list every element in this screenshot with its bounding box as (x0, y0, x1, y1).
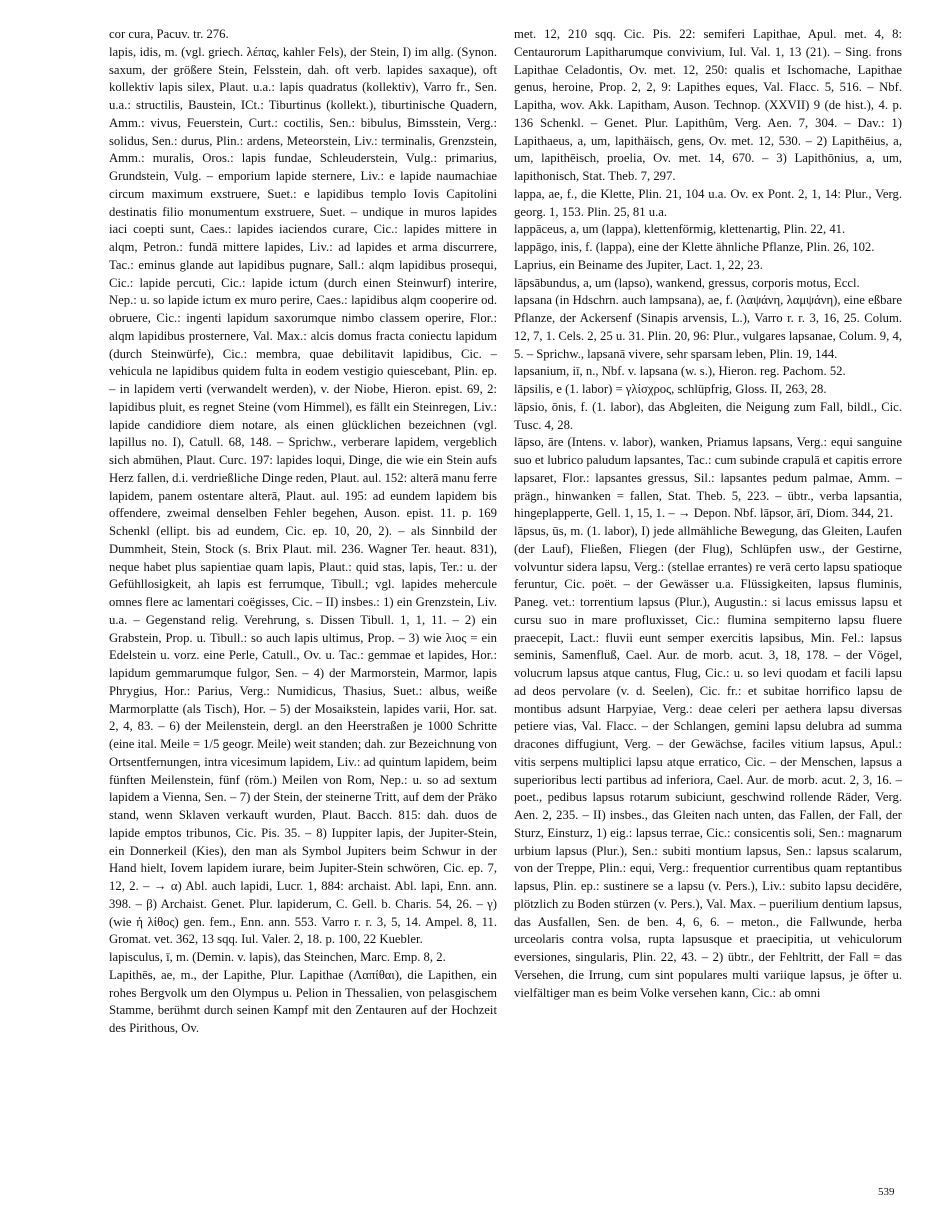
left-column (109, 26, 497, 1038)
entry-lappago: lappāgo, inis, f. (lappa), eine der Klette ähnliche Pflanze, Plin. 26, 102. (514, 240, 875, 254)
entry-lapsio: lāpsio, ōnis, f. (1. labor), das Abgleiten, die Neigung zum Fall, bildl., Cic. Tusc. 4, 28. (514, 399, 902, 432)
entry-laprius: Laprius, ein Beiname des Jupiter, Lact. 1, 22, 23. (514, 257, 763, 272)
entry-lapsanium: lapsanium, iī, n., Nbf. v. lapsana (w. s.), Hieron. reg. Pachom. 52. (514, 364, 846, 379)
entry-lapsilis: lāpsilis, e (1. labor) = γλίσχρος, schlüpfrig, Gloss. II, 263, 28. (514, 382, 827, 396)
entry-lapso: lāpso, āre (Intens. v. labor), wanken, Priamus lapsans, Verg.: equi sanguine suo et lubrico paludum lapsantes, Tac.: cum subinde crapulā et capitis errore lapsaret, Flor.: lapsantes gressus, Sil.: lapsantes pedum palmae, Amm. – prägn., hinwanken = fallen, Stat. Theb. 5, 223. – übtr., verba lapsantia, hingeplapperte, Gell. 1, 15, 1. – → Depon. Nbf. lāpsor, ārī, Diom. 344, 21. (514, 435, 902, 521)
entry-lapisculus: lapisculus, ī, m. (Demin. v. lapis), das Steinchen, Marc. Emp. 8, 2. (109, 950, 446, 964)
page-number: 539 (878, 1186, 895, 1198)
entry-lapithes-cont: met. 12, 210 sqq. Cic. Pis. 22: semiferi Lapithae, Apul. met. 4, 8: Centaurorum Lapitharumque convivium, Iul. Val. 1, 13 (21). – Sing. frons Lapithae Celadontis, Ov. met. 12, 250: qualis et Ischomache, Lapithae genus, heroine, Prop. 2, 2, 9: Lapithes eques, Val. Flacc. 5, 516. – Nbf. Lapitha, wov. Akk. Lapitham, Auson. Technop. (XXVII) 9 (de hist.), 4. p. 136 Schenkl. – Genet. Plur. Lapithûm, Verg. Aen. 7, 304. – Dav.: 1) Lapithaeus, a, um, lapithäisch, gens, Ov. met. 12, 530. – 2) Lapithēius, a, um, lapithēisch, proelia, Ov. met. 14, 670. – 3) Lapithōnius, a, um, lapithonisch, Stat. Theb. 7, 297. (514, 27, 902, 183)
entry-lapsana: lapsana (in Hdschrn. auch lampsana), ae, f. (λαψάνη, λαμψάνη), eine eßbare Pflanze, der Ackersenf (Sinapis arvensis, L.), Varro r. r. 3, 16, 25. Colum. 12, 7, 1. Cels. 2, 25 u. 31. Plin. 20, 96: Plur., vulgares lapsanae, Colum. 9, 4, 5. – Sprichw., lapsanā vivere, sehr sparsam leben, Plin. 19, 144. (514, 293, 903, 361)
text-line: cor cura, Pacuv. tr. 276. (109, 27, 229, 41)
entry-lapithes: Lapithēs, ae, m., der Lapithe, Plur. Lapithae (Λαπίθαι), die Lapithen, ein rohes Bergvolk um den Olympus u. Pelion in Thessalien, von pelasgischem Stamme, berühmt durch seinen Kampf mit den Zentauren auf der Hochzeit des Pirithous, Ov. (109, 967, 497, 1035)
entry-lapsabundus: lāpsābundus, a, um (lapso), wankend, gressus, corporis motus, Eccl. (514, 275, 860, 290)
entry-lappa: lappa, ae, f., die Klette, Plin. 21, 104 u.a. Ov. ex Pont. 2, 1, 14: Plur., Verg. georg. 1, 153. Plin. 25, 81 u.a. (514, 186, 902, 219)
entry-lapis: lapis, idis, m. (vgl. griech. λέπας, kahler Fels), der Stein, I) im allg. (Synon. saxum, der größere Stein, Felsstein, dah. oft verb. lapides saxaque), oft kollektiv lapis silex, Plaut. u.a.: lapis quadratus (kollektiv), Varro fr., Sen. u.a.: structilis, Baustein, ICt.: Tiburtinus (kollekt.), tiburtinische Quadern, Amm.: vivus, Feuerstein, Curt.: coctilis, Sen.: bibulus, Bimsstein, Verg.: solidus, Sen.: durus, Plin.: ardens, Meteorstein, Liv.: terminalis, Grenzstein, Amm.: muralis, Oros.: lapis fundae, Schleuderstein, Vulg.: primarius, Grundstein, Vulg. – emporium lapide sternere, Liv.: e lapide naumachiae circum maximum exstruere, Suet.: e lapidibus templo Iovis Capitolini destinatis filio monumentum exstruere, Suet. – undique in muros lapides iaci coepti sunt, Caes.: lapides iaciendos curare, Cic.: lapides mittere in alqm, Petron.: fundā mittere lapides, Liv.: ad lapides et arma discurrere, Tac.: eminus glande aut lapidibus pugnare, Sall.: alqm lapidibus prosequi, Cic.: lapide percuti, Cic.: lapide ictum (durch einen Steinwurf) interire, Nep.: u. so lapide ictum ex muro perire, Caes.: lapidibus alqm cooperire od. obruere, Cic.: ingenti lapidum saxorumque nimbo classem operire, Flor.: alqm lapidibus prosternere, Val. Max.: alcis domus fracta coniectu lapidum (durch Steinwürfe), Cic.: membra, quae debilitavit lapidibus, Cic. – vehicula ne lapidibus quidem fulta in eodem vestigio quiescebant, Plin. ep. – in lapidem verti (verwandelt werden), v. der Niobe, Hieron. epist. 69, 2: lapidibus pluit, es regnet Steine (vom Himmel), es fällt ein Steinregen, Liv.: lapide candidiore diem notare, als einen glücklichen bezeichnen (vgl. lapillus no. I), Catull. 68, 148. – Sprichw., verberare lapidem, vergeblich sich abmühen, Plaut. Curc. 197: lapides loqui, Dinge, die wie ein Stein aufs Herz fallen, d.i. verdrießliche Dinge reden, Plaut. aul. 152: alterā manu ferre lapidem, panem ostentare alterā, Plaut. aul. 195: ad eundem lapidem bis offendere, zweimal denselben Fehler begehen, Auson. epist. 11. p. 169 Schenkl (ellipt. bis ad eundem, Cic. ep. 10, 20, 2). – als Sinnbild der Dummheit, Stein, Stock (s. Brix Plaut. mil. 236. Wagner Ter. heaut. 831), neque habet plus sapientiae quam lapis, Plaut.: quid stas, lapis, Ter.: u. der Gefühllosigkeit, ah lapis est ferrumque, Tibull.; vgl. lapides mehercule omnes flere ac lamentari coëgisses, Cic. – II) insbes.: 1) ein Grenzstein, Liv. u.a. – Gegenstand relig. Verehrung, s. Dissen Tibull. 1, 1, 11. – 2) ein Grabstein, Prop. u. Tibull.: so auch lapis ultimus, Prop. – 3) wie λιος = ein Edelstein u. vorz. eine Perle, Catull., Ov. u. Tac.: gemmae et lapides, Hor.: lapidum gemmarumque fulgor, Sen. – 4) der Marmorstein, Marmor, lapis Phrygius, Hor.: Parius, Verg.: Numidicus, Thasius, Suet.: albus, weiße Marmorplatte (als Tisch), Hor. – 5) der Mosaikstein, lapides varii, Hor. sat. 2, 4, 83. – 6) der Meilenstein, dergl. an den Heerstraßen je 1000 Schritte (eine ital. Meile = 1/5 geogr. Meile) weit standen; dah. zur Bezeichnung von Ortsentfernungen, intra vicesimum lapidem, Liv.: ad quintum lapidem, beim fünften Meilenstein, fünf (röm.) Meilen von Rom, Nep.: u. so ad sextum lapidem a Vienna, Sen. – 7) der Stein, der steinerne Tritt, auf dem der Präko stand, wenn Sklaven verkauft wurden, Plaut. Bacch. 815: dah. duos de lapide emptos tribunos, Cic. Pis. 35. – 8) Iuppiter lapis, der Jupiter-Stein, ein Donnerkeil (Kies), den man als Symbol Jupiters beim Schwur in der Hand hielt, Iovem lapidem iurare, beim Jupiter-Stein schwören, Cic. ep. 7, 12, 2. – → α) Abl. auch lapidi, Lucr. 1, 884: archaist. Abl. lapi, Enn. ann. 398. – β) Archaist. Genet. Plur. lapiderum, C. Gell. b. Charis. 54, 26. – γ) (wie ἡ λίθος) gen. fem., Enn. ann. 553. Varro r. r. 3, 5, 14. Ampel. 8, 11. Gromat. vet. 362, 13 sqq. Iul. Valer. 2, 18. p. 100, 22 Kuebler. (109, 44, 498, 947)
entry-lapsus: lāpsus, ūs, m. (1. labor), I) jede allmähliche Bewegung, das Gleiten, Laufen (der Lauf), Fließen, Fliegen (der Flug), Schlüpfen usw., der Gestirne, volvuntur sidera lapsu, Verg.: (stellae errantes) re verā certo lapsu spatioque feruntur, Cic. poët. – der Gewässer u.a. Flüssigkeiten, lapsus fluminis, Paneg. vet.: torrentium lapsus (Plur.), Augustin.: si lacus emissus lapsu et cursu suo in mare profluxisset, Cic.: flumina sempiterno lapsu fluere praecepit, Lact.: fluvii eunt semper exercitis lapsibus, Min. Fel.: lapsus seminis, Samenfluß, Cael. Aur. de morb. acut. 3, 18, 178. – der Vögel, volucrum lapsus atque cantus, Flug, Cic.: u. so levi quodam et facili lapsu ad deos pervolare (v. d. Seelen), Cic. fr.: et subitae horrifico lapsu de montibus adsunt Harpyiae, Verg.: deae celeri per aethera lapsu diversas petiere vias, Val. Flacc. – der Schlangen, gemini lapsu delubra ad summa dracones diffugiunt, Verg. – der Gewächse, faciles vitium lapsus, Apul.: vitis serpens multiplici lapsu atque erratico, Cic. – der Menschen, lapsus a superioribus lecti partibus ad inferiora, Cael. Aur. de morb. acut. 2, 3, 16. – poet., pedibus lapsus rotarum subiciunt, geschwind rollende Räder, Verg. Aen. 2, 235. – II) insbes., das Gleiten nach unten, das Fallen, der Fall, der Sturz, Einsturz, 1) eig.: lapsus terrae, Cic.: consicentis soli, Sen.: magnarum urbium lapsus (Plur.), Sen.: subiti montium lapsus, Sen.: lapsus scalarum, von der Treppe, Plin.: equi, Verg.: frequentior currentibus quam reptantibus lapsus, Plin. ep.: sustinere se a lapsu (v. Pers.), Liv.: subito lapsu decidēre, plötzlich zu Boden stürzen (v. Pers.), Val. Max. – puerilium dentium lapsus, das Ausfallen, Sen. de ben. 4, 6, 6. – meton., die Fallwunde, herba urceolaris contra volsa, rupta lapsusque et praecipitia, ut vehiculorum eversiones, singularis, Plin. 22, 43. – 2) übtr., der Fehltritt, der Fall = das Versehen, die Irrung, cum sint populares multi variique lapsus, je öfter u. vielfältiger man es beim Volke versehen kann, Cic.: ab omni (514, 524, 902, 1000)
entry-lappaceus: lappāceus, a, um (lappa), klettenförmig, klettenartig, Plin. 22, 41. (514, 222, 846, 237)
right-column (514, 26, 902, 1002)
